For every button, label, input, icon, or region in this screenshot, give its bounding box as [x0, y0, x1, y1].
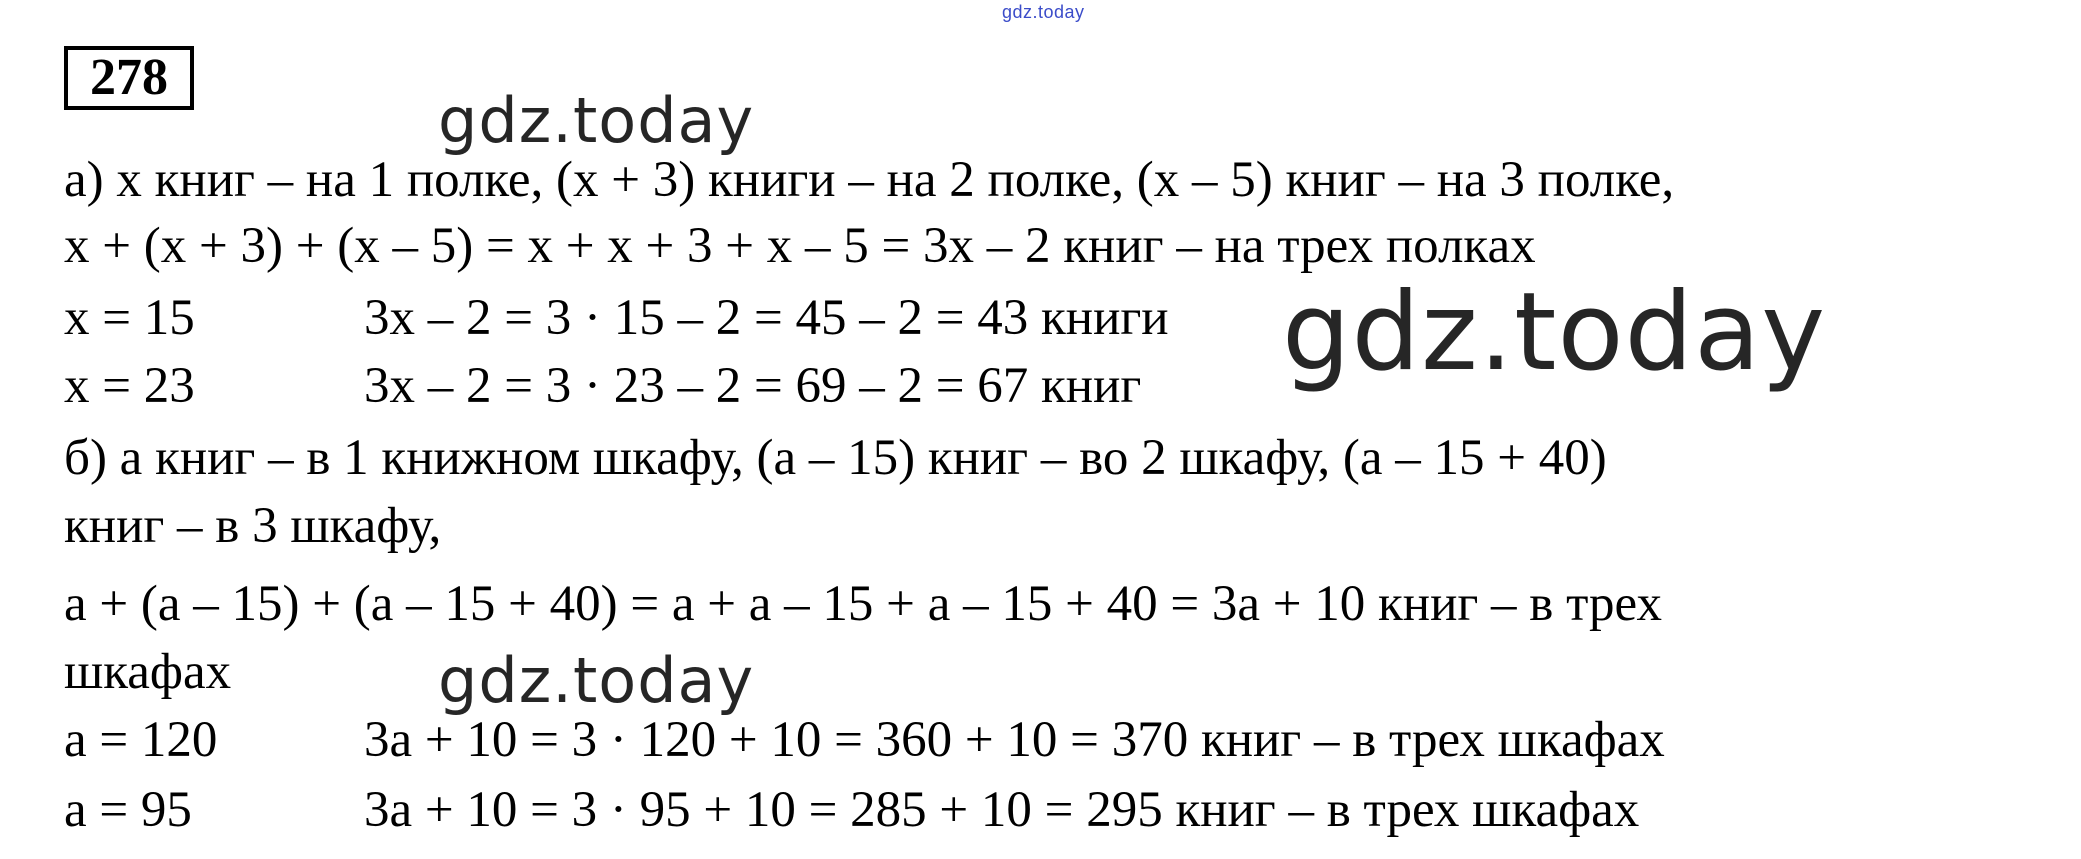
watermark-middle: gdz.today	[1282, 270, 1827, 395]
part-b-case-2-calc: 3а + 10 = 3 · 95 + 10 = 285 + 10 = 295 книг – в трех шкафах	[364, 782, 1640, 838]
part-a-line-1: а) х книг – на 1 полке, (х + 3) книги – на 2 полке, (х – 5) книг – на 3 полке,	[64, 152, 1675, 208]
part-b-line-3: а + (а – 15) + (а – 15 + 40) = а + а – 15 + а – 15 + 40 = 3а + 10 книг – в трех	[64, 576, 1662, 632]
part-a-line-2: х + (х + 3) + (х – 5) = х + х + 3 + х – 5 = 3х – 2 книг – на трех полках	[64, 218, 1536, 274]
part-a-case-1-value: х = 15	[64, 290, 195, 346]
site-mark: gdz.today	[1002, 2, 1085, 22]
watermark-lower: gdz.today	[438, 644, 755, 717]
part-b-line-1: б) а книг – в 1 книжном шкафу, (а – 15) книг – во 2 шкафу, (а – 15 + 40)	[64, 430, 1607, 486]
part-b-case-1-calc: 3а + 10 = 3 · 120 + 10 = 360 + 10 = 370 книг – в трех шкафах	[364, 712, 1665, 768]
part-b-case-1-value: а = 120	[64, 712, 218, 768]
problem-number: 278	[64, 46, 194, 110]
part-b-line-4: шкафах	[64, 644, 232, 700]
part-a-case-2-value: х = 23	[64, 358, 195, 414]
part-a-case-2-calc: 3х – 2 = 3 · 23 – 2 = 69 – 2 = 67 книг	[364, 358, 1142, 414]
part-b-case-2-value: а = 95	[64, 782, 192, 838]
part-b-line-2: книг – в 3 шкафу,	[64, 498, 442, 554]
part-a-case-1-calc: 3х – 2 = 3 · 15 – 2 = 45 – 2 = 43 книги	[364, 290, 1169, 346]
watermark-top: gdz.today	[438, 84, 755, 157]
